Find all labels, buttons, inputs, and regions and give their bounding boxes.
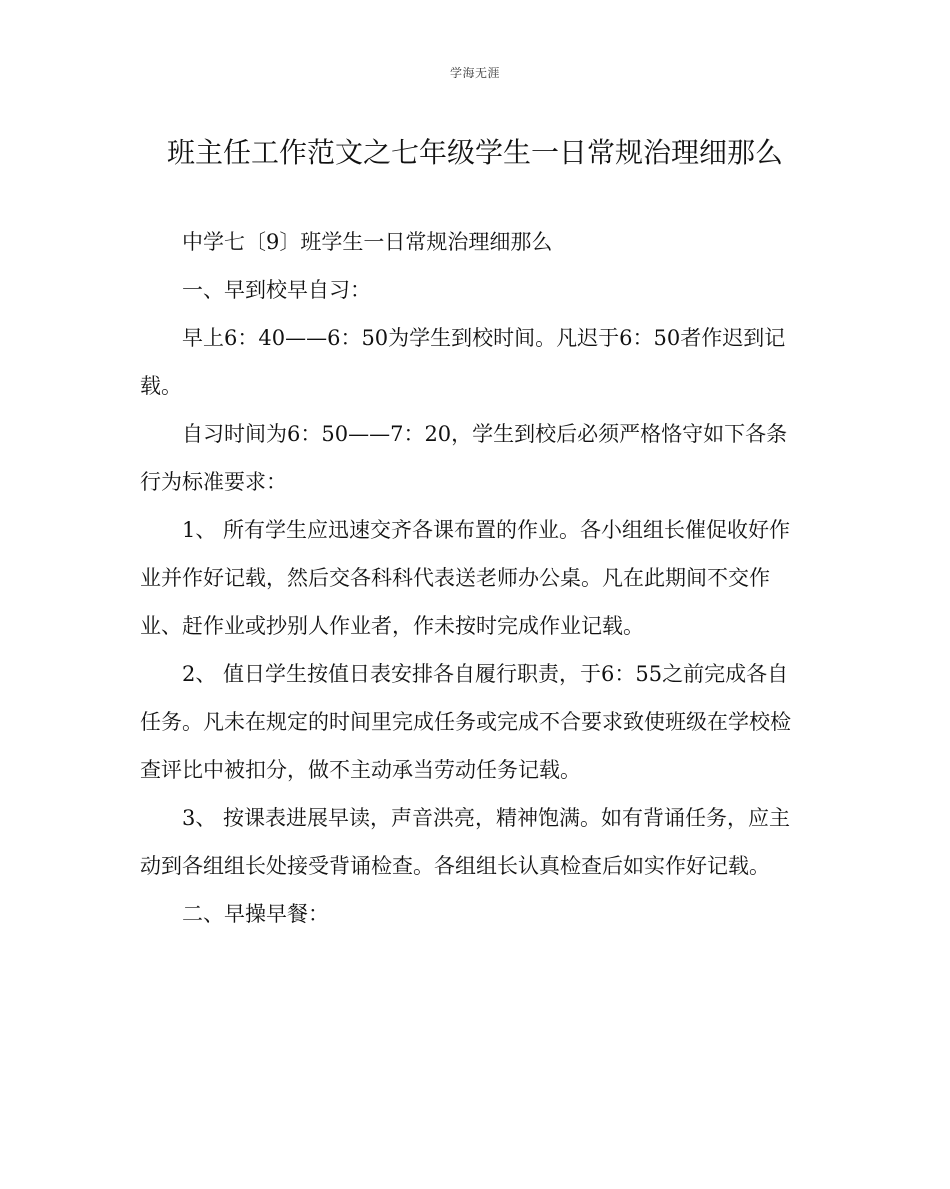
subtitle-paragraph: 中学七〔9〕班学生一日常规治理细那么 xyxy=(182,230,553,254)
section-heading-2: 二、早操早餐： xyxy=(182,902,329,926)
paragraph-arrival-time: 早上6：40——6：50为学生到校时间。凡迟于6：50者作迟到记载。 xyxy=(140,326,786,398)
document-title: 班主任工作范文之七年级学生一日常规治理细那么 xyxy=(166,136,783,169)
paragraph-self-study: 自习时间为6：50——7：20，学生到校后必须严格恪守如下各条行为标准要求： xyxy=(140,422,788,494)
rule-item-3: 3、 按课表进展早读，声音洪亮，精神饱满。如有背诵任务，应主动到各组组长处接受背诵检查。各组组长认真检查后如实作好记载。 xyxy=(140,806,791,878)
document-body xyxy=(140,218,802,938)
header-note: 学海无涯 xyxy=(449,66,500,80)
rule-item-1: 1、 所有学生应迅速交齐各课布置的作业。各小组组长催促收好作业并作好记载，然后交各科科代表送老师办公桌。凡在此期间不交作业、赶作业或抄别人作业者，作未按时完成作业记载。 xyxy=(140,518,791,638)
section-heading-1: 一、早到校早自习： xyxy=(182,278,371,302)
rule-item-2: 2、 值日学生按值日表安排各自履行职责，于6：55之前完成各自任务。凡未在规定的时间里完成任务或完成不合要求致使班级在学校检查评比中被扣分，做不主动承当劳动任务记载。 xyxy=(140,662,791,782)
